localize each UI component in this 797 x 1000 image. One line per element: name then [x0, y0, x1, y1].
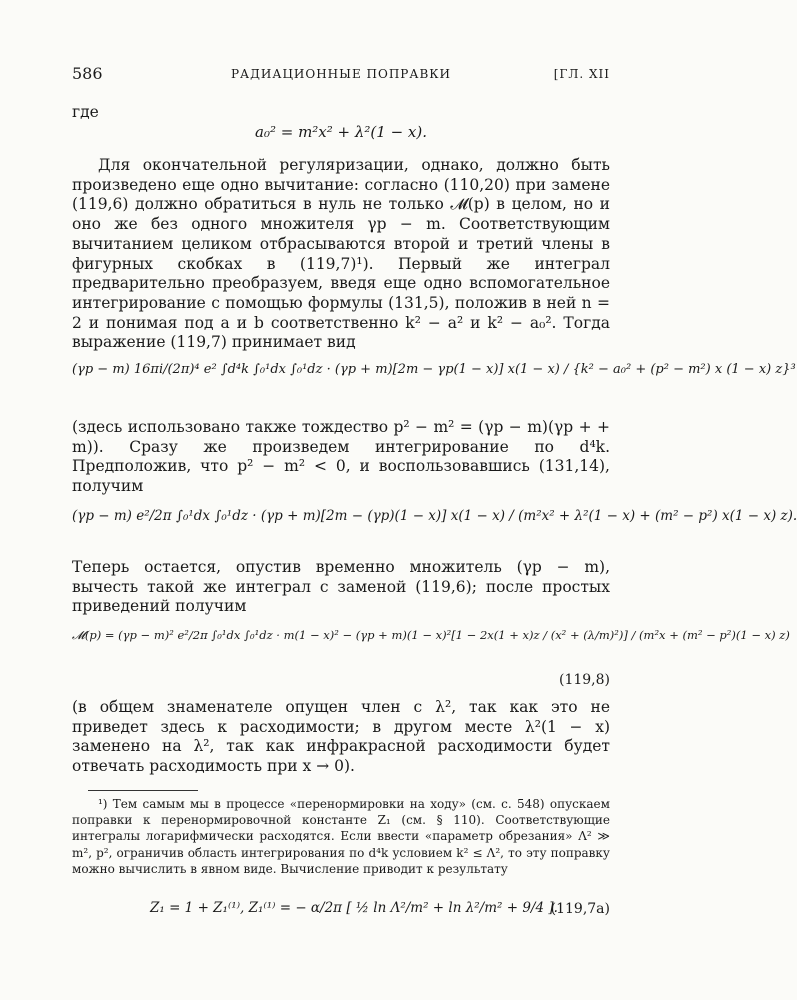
equation-number-119-7a: (119,7а) [550, 901, 610, 917]
paragraph-2: (здесь использовано также тождество p² − m² = (γp − m)(γp + + m)). Сразу же произведем интегрирование по d⁴k. Предположив, что p² − m² < 0, и воспользовавшись (131,14), получим [72, 418, 610, 496]
equation-footnote: Z₁ = 1 + Z₁⁽¹⁾, Z₁⁽¹⁾ = − α/2π [ ½ ln Λ²/m² + ln λ²/m² + 9/4 ]. [150, 900, 558, 916]
paragraph-4: (в общем знаменателе опущен член с λ², так как это не приведет здесь к расходимости; в другом месте λ²(1 − x) заменено на λ², так как инфракрасной расходимости будет отвечать расходимость при x → 0). [72, 698, 610, 776]
paragraph-1: Для окончательной регуляризации, однако, должно быть произведено еще одно вычитание: согласно (110,20) при замене (119,6) должно обратиться в нуль не только 𝓜(p) в целом, но и оно же без одного множителя γp − m. Соответствующим вычитанием целиком отбрасываются второй и третий члены в фигурных скобках в (119,7)¹). Первый же интеграл предварительно преобразуем, введя еще одно вспомогательное интегрирование с помощью формулы (131,5), положив в ней n = 2 и понимая под a и b соответственно k² − a² и k² − a₀². Тогда выражение (119,7) принимает вид [72, 156, 610, 352]
equation-3: 𝓜(p) = (γp − m)² e²/2π ∫₀¹dx ∫₀¹dz · m(1 − x)² − (γp + m)(1 − x)²[1 − 2x(1 + x)z / (x² + (λ/m)²)] / (m²x + (m² − p²)(1 − x) z) [72, 628, 790, 642]
footnote-rule [88, 790, 198, 791]
running-title: РАДИАЦИОННЫЕ ПОПРАВКИ [230, 67, 452, 81]
footnote: ¹) Тем самым мы в процессе «перенормировки на ходу» (см. с. 548) опускаем поправки к перенормировочной константе Z₁ (см. § 110). Соответствующие интегралы логарифмически расходятся. Если ввести «параметр обрезания» Λ² ≫ m², p², ограничив область интегрирования по d⁴k условием k² ≤ Λ², то эту поправку можно вычислить в явном виде. Вычисление приводит к результату [72, 797, 610, 876]
equation-a0: a₀² = m²x² + λ²(1 − x). [255, 123, 427, 141]
chapter-label: [ГЛ. XII [553, 67, 610, 81]
page-number: 586 [72, 64, 103, 83]
equation-2: (γp − m) e²/2π ∫₀¹dx ∫₀¹dz · (γp + m)[2m − (γp)(1 − x)] x(1 − x) / (m²x² + λ²(1 − x) + (m² − p²) x(1 − x) z). [72, 508, 797, 524]
page-header [72, 64, 610, 88]
equation-number-119-8: (119,8) [558, 672, 610, 688]
paragraph-3: Теперь остается, опустив временно множитель (γp − m), вычесть такой же интеграл с заменой (119,6); после простых приведений получим [72, 558, 610, 616]
word-where: где [72, 103, 99, 121]
equation-1: (γp − m) 16πi/(2π)⁴ e² ∫d⁴k ∫₀¹dx ∫₀¹dz · (γp + m)[2m − γp(1 − x)] x(1 − x) / {k² − a₀² + (p² − m²) x (1 − x) z}³ [72, 362, 796, 377]
